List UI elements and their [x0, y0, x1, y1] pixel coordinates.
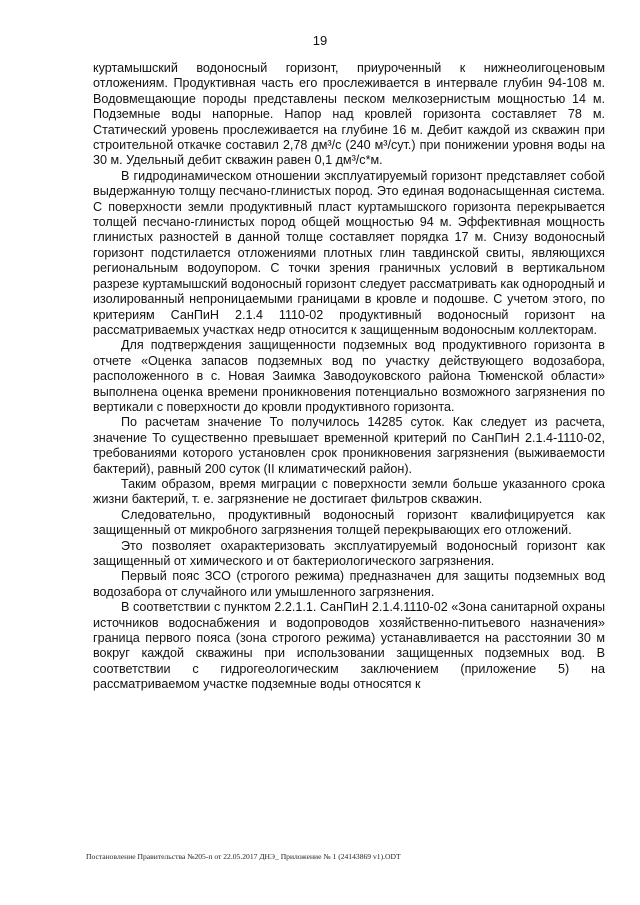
- paragraph-7: Это позволяет охарактеризовать эксплуатируемый водоносный горизонт как защищенный от химического и от бактериологического загрязнения.: [93, 538, 605, 568]
- paragraph-9: В соответствии с пунктом 2.2.1.1. СанПиН 2.1.4.1110-02 «Зона санитарной охраны источников водоснабжения и водопроводов хозяйственно-питьевого назначения» граница первого пояса (зона строгого режима) устанавливается на расстоянии 30 м вокруг каждой скважины при использовании защищенных подземных вод. В соответствии с гидрогеологическим заключением (приложение 5) на рассматриваемом участке подземные воды относятся к: [93, 600, 605, 692]
- document-body: [93, 61, 605, 693]
- paragraph-4: По расчетам значение То получилось 14285 суток. Как следует из расчета, значение То существенно превышает временной критерий по СанПиН 2.1.4-1110-02, требованиями которого установлен срок проникновения загрязнения (выживаемости бактерий), равный 200 суток (II климатический район).: [93, 415, 605, 476]
- document-footer: Постановление Правительства №205-п от 22.05.2017 ДНЭ_ Приложение № 1 (24143869 v1).ODT: [86, 852, 401, 861]
- page-number: 19: [312, 33, 328, 48]
- paragraph-2: В гидродинамическом отношении эксплуатируемый горизонт представляет собой выдержанную толщу песчано-глинистых пород. Это единая водонасыщенная система. С поверхности земли продуктивный пласт куртамышского горизонта перекрывается толщей песчано-глинистых пород общей мощностью 94 м. Эффективная мощность глинистых разностей в данной толще составляет порядка 17 м. Снизу водоносный горизонт подстилается отложениями плотных глин тавдинской свиты, являющихся региональным водоупором. С точки зрения граничных условий в вертикальном разрезе куртамышский водоносный горизонт следует рассматривать как однородный и изолированный непроницаемыми границами в кровле и подошве. С учетом этого, по критериям СанПиН 2.1.4 1110-02 продуктивный водоносный горизонт на рассматриваемых участках недр относится к защищенным водоносным коллекторам.: [93, 168, 605, 337]
- paragraph-8: Первый пояс ЗСО (строгого режима) предназначен для защиты подземных вод водозабора от случайного или умышленного загрязнения.: [93, 569, 605, 599]
- paragraph-3: Для подтверждения защищенности подземных вод продуктивного горизонта в отчете «Оценка запасов подземных вод по участку действующего водозабора, расположенного в с. Новая Заимка Заводоуковского района Тюменской области» выполнена оценка времени проникновения потенциально возможного загрязнения по вертикали с поверхности до кровли продуктивного горизонта.: [93, 338, 605, 414]
- paragraph-5: Таким образом, время миграции с поверхности земли больше указанного срока жизни бактерий, т. е. загрязнение не достигает фильтров скважин.: [93, 476, 605, 507]
- paragraph-6: Следовательно, продуктивный водоносный горизонт квалифицируется как защищенный от микробного загрязнения толщей перекрывающих его отложений.: [93, 507, 605, 538]
- paragraph-1: куртамышский водоносный горизонт, приуроченный к нижнеолигоценовым отложениям. Продуктивная часть его прослеживается в интервале глубин 94-108 м. Водовмещающие породы представлены песком мелкозернистым мощностью 14 м. Подземные воды напорные. Напор над кровлей горизонта составляет 78 м. Статический уровень прослеживается на глубине 16 м. Дебит каждой из скважин при строительной откачке составил 2,78 дм³/с (240 м³/сут.) при понижении уровня воды на 30 м. Удельный дебит скважин равен 0,1 дм³/с*м.: [93, 61, 605, 168]
